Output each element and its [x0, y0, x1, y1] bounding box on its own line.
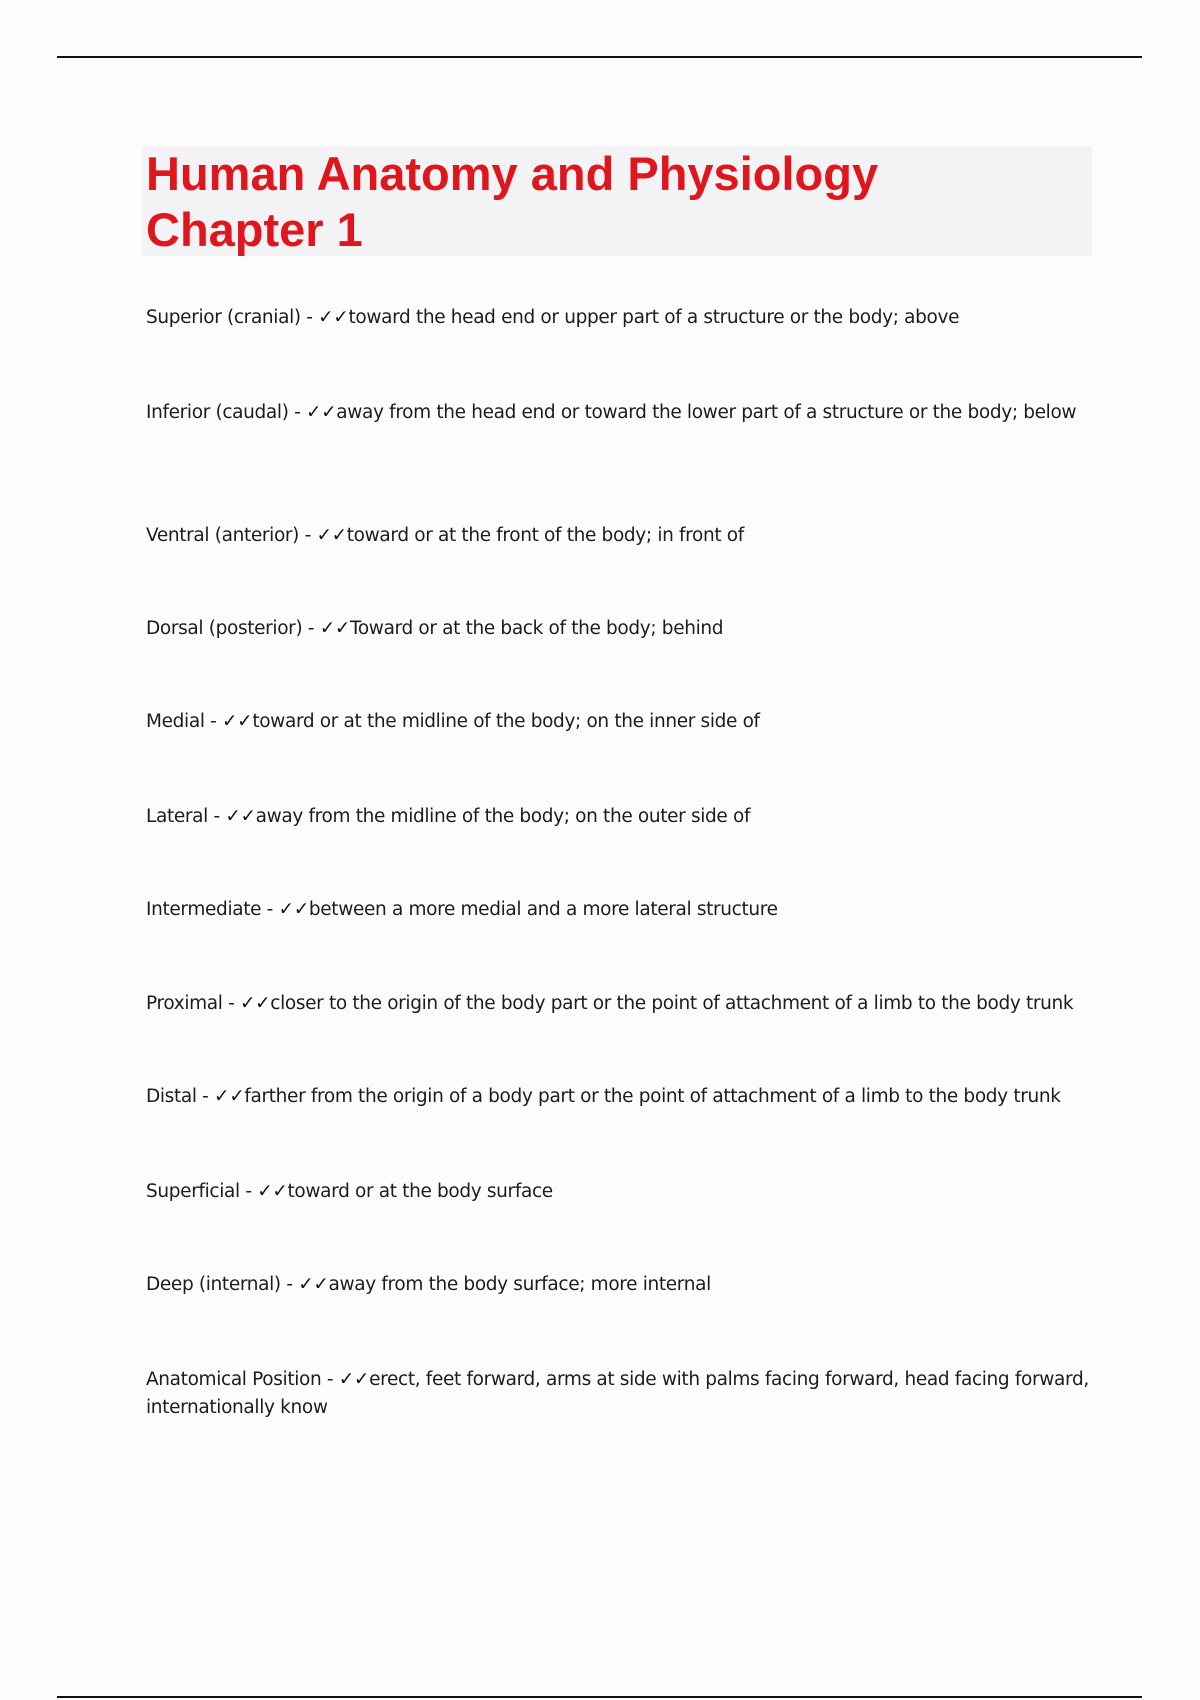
entry-dorsal: [146, 615, 1096, 643]
double-check-icon: ✓✓: [319, 618, 351, 639]
entry-definition: away from the body surface; more internal: [328, 1274, 711, 1295]
entry-separator: -: [299, 525, 317, 546]
entry-term: Inferior (caudal): [146, 402, 289, 423]
entry-lateral: [146, 803, 1096, 831]
entry-medial: [146, 708, 1096, 736]
entry-definition: toward the head end or upper part of a structure or the body; above: [348, 307, 960, 328]
double-check-icon: ✓✓: [298, 1274, 329, 1295]
double-check-icon: ✓✓: [305, 402, 337, 423]
entry-term: Superior (cranial): [146, 307, 301, 328]
title-line-1: Human Anatomy and Physiology: [146, 147, 879, 200]
entry-term: Lateral: [146, 806, 208, 827]
double-check-icon: ✓✓: [316, 525, 347, 546]
entry-ventral: [146, 522, 1096, 550]
entry-separator: -: [288, 402, 306, 423]
double-check-icon: ✓✓: [222, 711, 253, 732]
entry-separator: -: [207, 806, 226, 827]
double-check-icon: ✓✓: [257, 1181, 288, 1202]
entry-definition: away from the midline of the body; on the outer side of: [255, 806, 751, 827]
entry-definition: toward or at the body surface: [287, 1181, 553, 1202]
entry-separator: -: [280, 1274, 299, 1295]
entry-term: Ventral (anterior): [146, 525, 300, 546]
entry-superficial: [146, 1178, 1096, 1206]
entry-inferior: [146, 399, 1096, 427]
entry-definition: between a more medial and a more lateral structure: [308, 899, 778, 920]
document-title: [146, 146, 1086, 258]
double-check-icon: ✓✓: [318, 307, 349, 328]
entry-term: Dorsal (posterior): [146, 618, 303, 639]
entry-term: Distal: [146, 1086, 197, 1107]
entry-definition: closer to the origin of the body part or the point of attachment of a limb to the body trunk: [270, 993, 1074, 1014]
entry-definition: Toward or at the back of the body; behind: [350, 618, 724, 639]
entry-term: Intermediate: [146, 899, 262, 920]
double-check-icon: ✓✓: [214, 1086, 245, 1107]
entry-separator: -: [222, 993, 240, 1014]
entry-separator: -: [204, 711, 222, 732]
entry-separator: -: [302, 618, 320, 639]
entry-term: Proximal: [146, 993, 223, 1014]
double-check-icon: ✓✓: [338, 1369, 370, 1390]
entry-term: Medial: [146, 711, 205, 732]
header-rule: [57, 56, 1142, 58]
entry-separator: -: [300, 307, 319, 328]
entry-term: Superficial: [146, 1181, 240, 1202]
entry-superior: [146, 304, 1096, 332]
entry-definition: toward or at the front of the body; in front of: [346, 525, 744, 546]
entry-separator: -: [239, 1181, 258, 1202]
double-check-icon: ✓✓: [278, 899, 309, 920]
entry-separator: -: [321, 1369, 339, 1390]
entry-definition: away from the head end or toward the lower part of a structure or the body; below: [336, 402, 1077, 423]
entry-term: Anatomical Position: [146, 1369, 322, 1390]
entry-intermediate: [146, 896, 1096, 924]
entry-definition: erect, feet forward, arms at side with palms facing forward, head facing forward, internationally know: [146, 1369, 1089, 1418]
entry-distal: [146, 1083, 1096, 1111]
double-check-icon: ✓✓: [239, 993, 271, 1014]
footer-rule: [57, 1696, 1142, 1698]
entry-definition: farther from the origin of a body part or the point of attachment of a limb to the body trunk: [244, 1086, 1061, 1107]
title-line-2: Chapter 1: [146, 203, 363, 256]
entry-separator: -: [196, 1086, 215, 1107]
entry-anatomical-position: [146, 1366, 1096, 1422]
entry-term: Deep (internal): [146, 1274, 281, 1295]
entry-proximal: [146, 990, 1096, 1018]
entry-definition: toward or at the midline of the body; on the inner side of: [252, 711, 760, 732]
double-check-icon: ✓✓: [225, 806, 256, 827]
entry-separator: -: [261, 899, 279, 920]
entry-deep: [146, 1271, 1096, 1299]
